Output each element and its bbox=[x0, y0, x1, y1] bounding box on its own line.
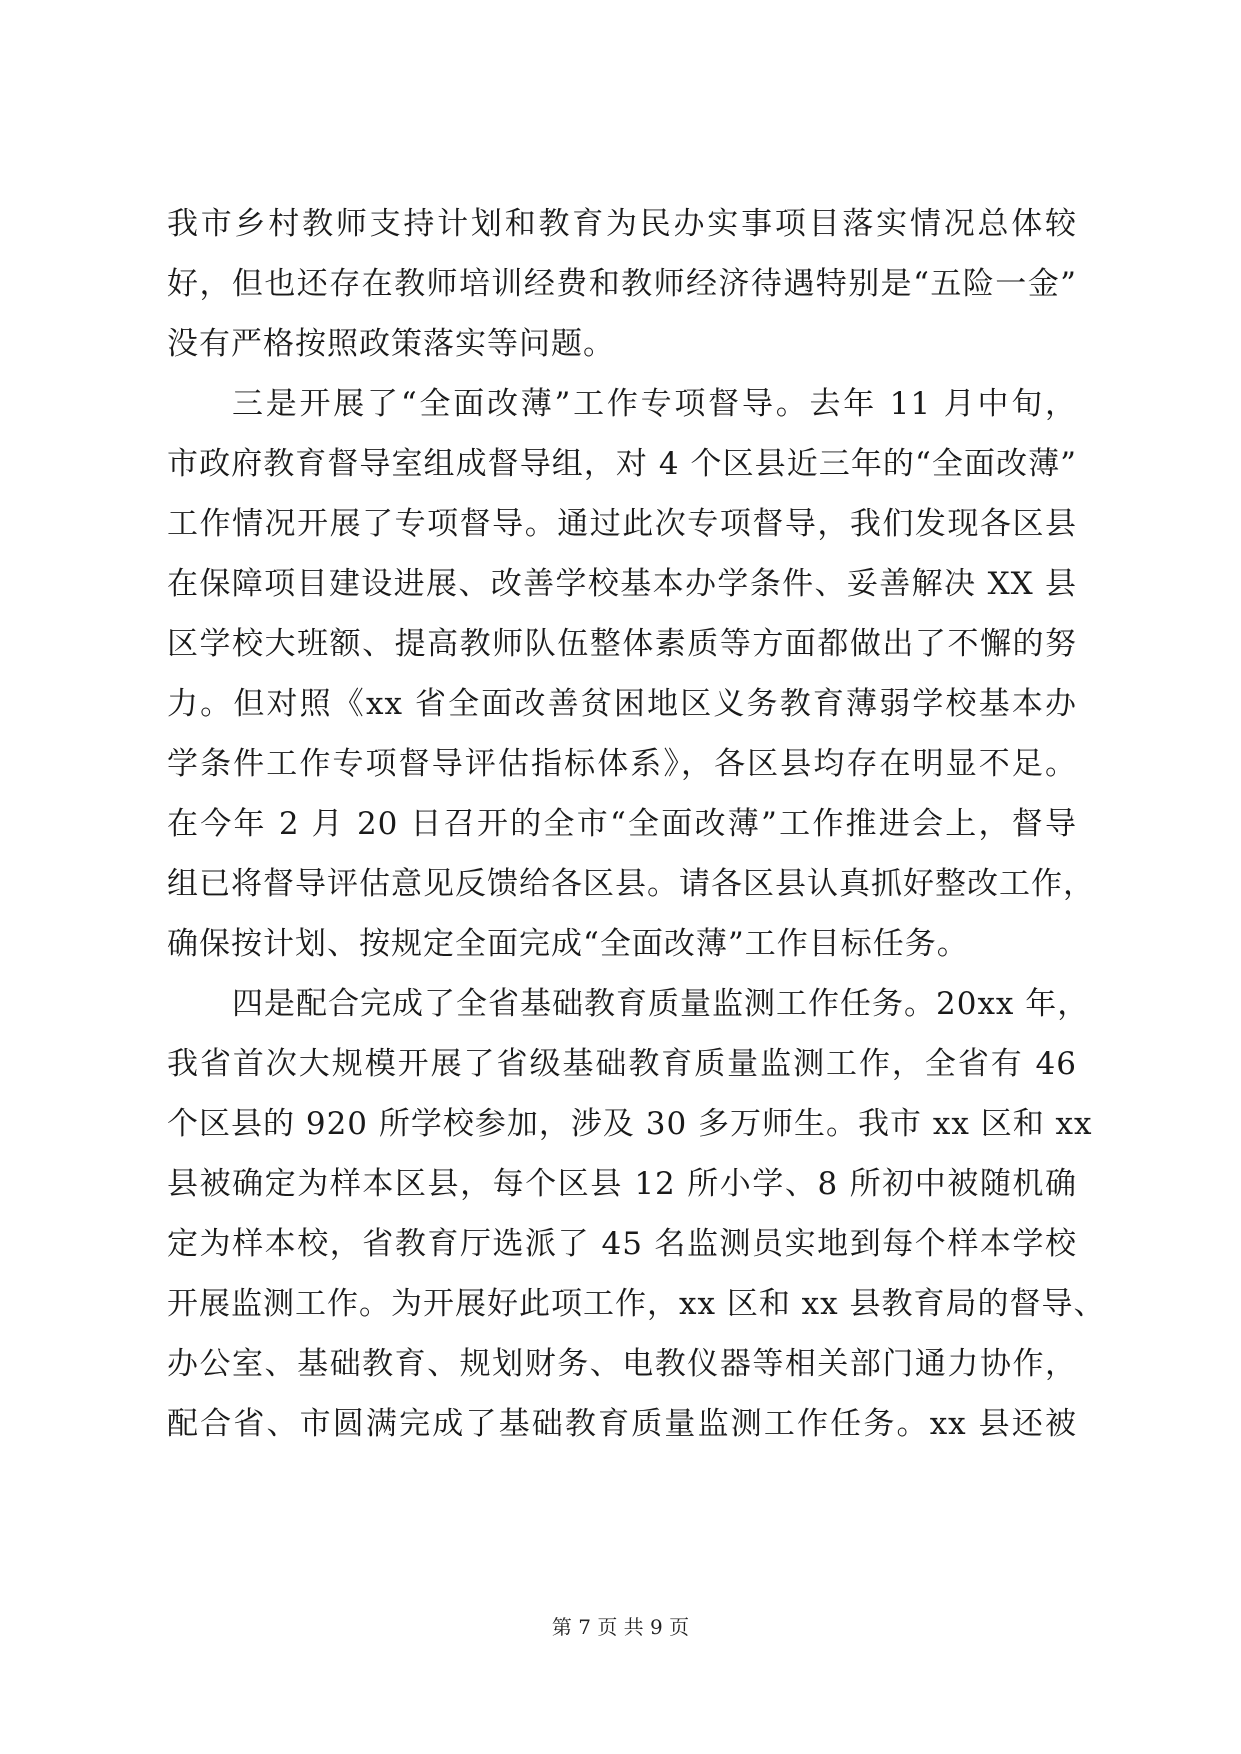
text-line: 组已将督导评估意见反馈给各区县。请各区县认真抓好整改工作， bbox=[167, 866, 1095, 902]
text-line: 在今年 2 月 20 日召开的全市“全面改薄”工作推进会上，督导 bbox=[167, 806, 1077, 842]
text-line: 配合省、市圆满完成了基础教育质量监测工作任务。xx 县还被 bbox=[167, 1406, 1077, 1442]
text-line: 好，但也还存在教师培训经费和教师经济待遇特别是“五险一金” bbox=[167, 266, 1077, 302]
text-line: 力。但对照《xx 省全面改善贫困地区义务教育薄弱学校基本办 bbox=[167, 686, 1077, 722]
paragraph-start-line: 四是配合完成了全省基础教育质量监测工作任务。20xx 年， bbox=[232, 986, 1090, 1022]
text-line: 市政府教育督导室组成督导组，对 4 个区县近三年的“全面改薄” bbox=[167, 446, 1077, 482]
text-line: 确保按计划、按规定全面完成“全面改薄”工作目标任务。 bbox=[167, 926, 969, 962]
text-line: 区学校大班额、提高教师队伍整体素质等方面都做出了不懈的努 bbox=[167, 626, 1077, 662]
page-number-footer: 第 7 页 共 9 页 bbox=[551, 1615, 690, 1639]
text-line: 定为样本校，省教育厅选派了 45 名监测员实地到每个样本学校 bbox=[167, 1226, 1077, 1262]
text-line: 我市乡村教师支持计划和教育为民办实事项目落实情况总体较 bbox=[167, 206, 1077, 242]
text-line: 工作情况开展了专项督导。通过此次专项督导，我们发现各区县 bbox=[167, 506, 1077, 542]
text-line: 我省首次大规模开展了省级基础教育质量监测工作，全省有 46 bbox=[167, 1046, 1077, 1082]
text-line: 个区县的 920 所学校参加，涉及 30 多万师生。我市 xx 区和 xx bbox=[167, 1106, 1093, 1142]
text-line: 县被确定为样本区县，每个区县 12 所小学、8 所初中被随机确 bbox=[167, 1166, 1077, 1202]
text-line: 开展监测工作。为开展好此项工作，xx 区和 xx 县教育局的督导、 bbox=[167, 1286, 1106, 1322]
text-line: 没有严格按照政策落实等问题。 bbox=[167, 326, 615, 362]
text-line: 在保障项目建设进展、改善学校基本办学条件、妥善解决 XX 县 bbox=[167, 566, 1077, 602]
paragraph-start-line: 三是开展了“全面改薄”工作专项督导。去年 11 月中旬， bbox=[232, 386, 1077, 422]
text-line: 学条件工作专项督导评估指标体系》，各区县均存在明显不足。 bbox=[167, 746, 1077, 782]
text-line: 办公室、基础教育、规划财务、电教仪器等相关部门通力协作， bbox=[167, 1346, 1077, 1382]
